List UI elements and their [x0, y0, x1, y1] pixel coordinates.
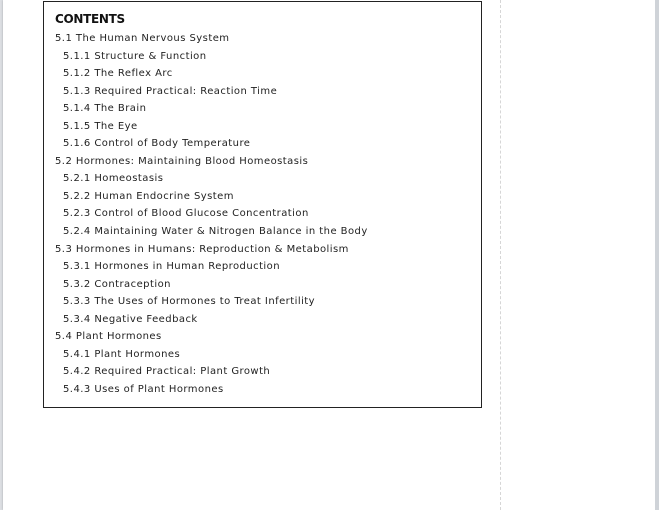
toc-item-5-1-3[interactable]: 5.1.3 Required Practical: Reaction Time	[63, 85, 278, 97]
toc-item-5-1[interactable]: 5.1 The Human Nervous System	[55, 33, 230, 44]
toc-item-5-3-3[interactable]: 5.3.3 The Uses of Hormones to Treat Infertility	[63, 296, 316, 308]
document-page	[3, 0, 655, 510]
contents-list	[55, 30, 368, 398]
toc-item-5-3-4[interactable]: 5.3.4 Negative Feedback	[63, 313, 198, 325]
contents-title: CONTENTS	[55, 12, 125, 26]
contents-box	[43, 1, 482, 408]
toc-item-5-4[interactable]: 5.4 Plant Hormones	[55, 331, 162, 343]
toc-item-5-2-2[interactable]: 5.2.2 Human Endocrine System	[63, 190, 234, 202]
column-guide-line	[500, 0, 501, 510]
toc-item-5-4-2[interactable]: 5.4.2 Required Practical: Plant Growth	[63, 366, 271, 378]
toc-item-5-3[interactable]: 5.3 Hormones in Humans: Reproduction & Metabolism	[55, 243, 349, 255]
toc-item-5-1-1[interactable]: 5.1.1 Structure & Function	[63, 50, 207, 62]
toc-item-5-2[interactable]: 5.2 Hormones: Maintaining Blood Homeostasis	[55, 155, 309, 167]
toc-item-5-3-2[interactable]: 5.3.2 Contraception	[63, 278, 171, 290]
toc-item-5-1-6[interactable]: 5.1.6 Control of Body Temperature	[63, 138, 251, 150]
toc-item-5-2-1[interactable]: 5.2.1 Homeostasis	[63, 173, 164, 185]
scrollbar[interactable]	[655, 0, 659, 510]
toc-item-5-4-3[interactable]: 5.4.3 Uses of Plant Hormones	[63, 383, 224, 395]
toc-item-5-2-3[interactable]: 5.2.3 Control of Blood Glucose Concentration	[63, 208, 309, 220]
toc-item-5-2-4[interactable]: 5.2.4 Maintaining Water & Nitrogen Balance in the Body	[63, 226, 368, 238]
toc-item-5-4-1[interactable]: 5.4.1 Plant Hormones	[63, 348, 181, 360]
toc-item-5-3-1[interactable]: 5.3.1 Hormones in Human Reproduction	[63, 261, 281, 273]
toc-item-5-1-4[interactable]: 5.1.4 The Brain	[63, 103, 147, 115]
toc-item-5-1-2[interactable]: 5.1.2 The Reflex Arc	[63, 68, 173, 80]
toc-item-5-1-5[interactable]: 5.1.5 The Eye	[63, 120, 138, 132]
